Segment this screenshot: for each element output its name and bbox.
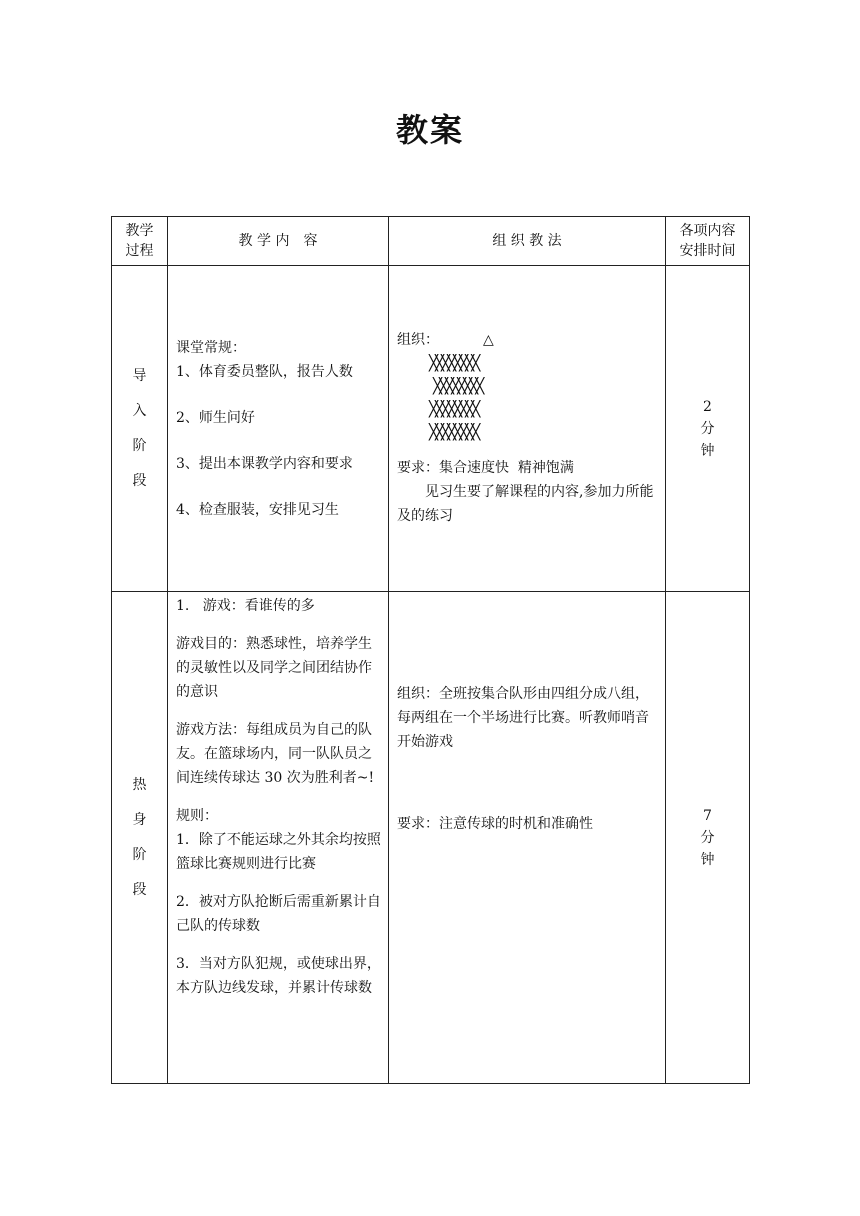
warmup-content <box>168 592 389 1084</box>
rule-item: 3．当对方队犯规，或使球出界，本方队边线发球，并累计传球数 <box>176 956 381 996</box>
rule-item: 1．除了不能运球之外其余均按照篮球比赛规则进行比赛 <box>176 832 381 872</box>
section-intro-row <box>112 266 750 592</box>
stage-warmup: 热 身 阶 段 <box>112 592 168 1084</box>
teacher-triangle-icon: △ <box>483 332 494 348</box>
rules-label: 规则： <box>176 808 218 824</box>
game-purpose: 游戏目的：熟悉球性，培养学生的灵敏性以及同学之间团结协作的意识 <box>176 636 372 700</box>
header-content: 教 学 内 容 <box>168 217 389 266</box>
formation-row: ╳╳╳╳╳╳╳╳ <box>433 377 482 395</box>
table-header-row <box>112 217 750 266</box>
requirement-text: 要求：注意传球的时机和准确性 <box>397 816 593 832</box>
requirement-text: 要求：集合速度快 精神饱满 <box>397 460 574 476</box>
intro-method <box>389 266 666 592</box>
header-method: 组 织 教 法 <box>389 217 666 266</box>
lesson-plan-table <box>111 216 750 1084</box>
formation-row: ╳╳╳╳╳╳╳╳ <box>429 354 478 372</box>
formation-row: ╳╳╳╳╳╳╳╳ <box>429 400 478 418</box>
rule-item: 2．被对方队抢断后需重新累计自己队的传球数 <box>176 894 381 934</box>
game-title: 1. 游戏：看谁传的多 <box>176 598 315 614</box>
time-intro: 2 分 钟 <box>666 266 750 592</box>
intro-content <box>168 266 389 592</box>
organization-line: 组织： △ <box>397 332 494 348</box>
routine-heading: 课堂常规： <box>176 339 246 356</box>
warmup-method <box>389 592 666 1084</box>
list-item: 1、体育委员整队，报告人数 <box>176 363 353 380</box>
header-process: 教学 过程 <box>112 217 168 266</box>
list-item: 3、提出本课教学内容和要求 <box>176 455 353 472</box>
note-text: 见习生要了解课程的内容,参加力所能及的练习 <box>397 484 654 524</box>
stage-intro: 导 入 阶 段 <box>112 266 168 592</box>
list-item: 4、检查服装，安排见习生 <box>176 501 339 518</box>
organization-text: 组织：全班按集合队形由四组分成八组，每两组在一个半场进行比赛。听教师哨音开始游戏 <box>397 686 649 750</box>
page-title: 教案 <box>395 111 464 149</box>
section-warmup-row <box>112 592 750 1084</box>
formation-row: ╳╳╳╳╳╳╳╳ <box>429 423 478 441</box>
list-item: 2、师生问好 <box>176 409 255 426</box>
game-method: 游戏方法：每组成员为自己的队友。在篮球场内，同一队队员之间连续传球达 30 次为胜利者~! <box>176 722 375 786</box>
time-warmup: 7 分 钟 <box>666 592 750 1084</box>
header-time: 各项内容 安排时间 <box>666 217 750 266</box>
